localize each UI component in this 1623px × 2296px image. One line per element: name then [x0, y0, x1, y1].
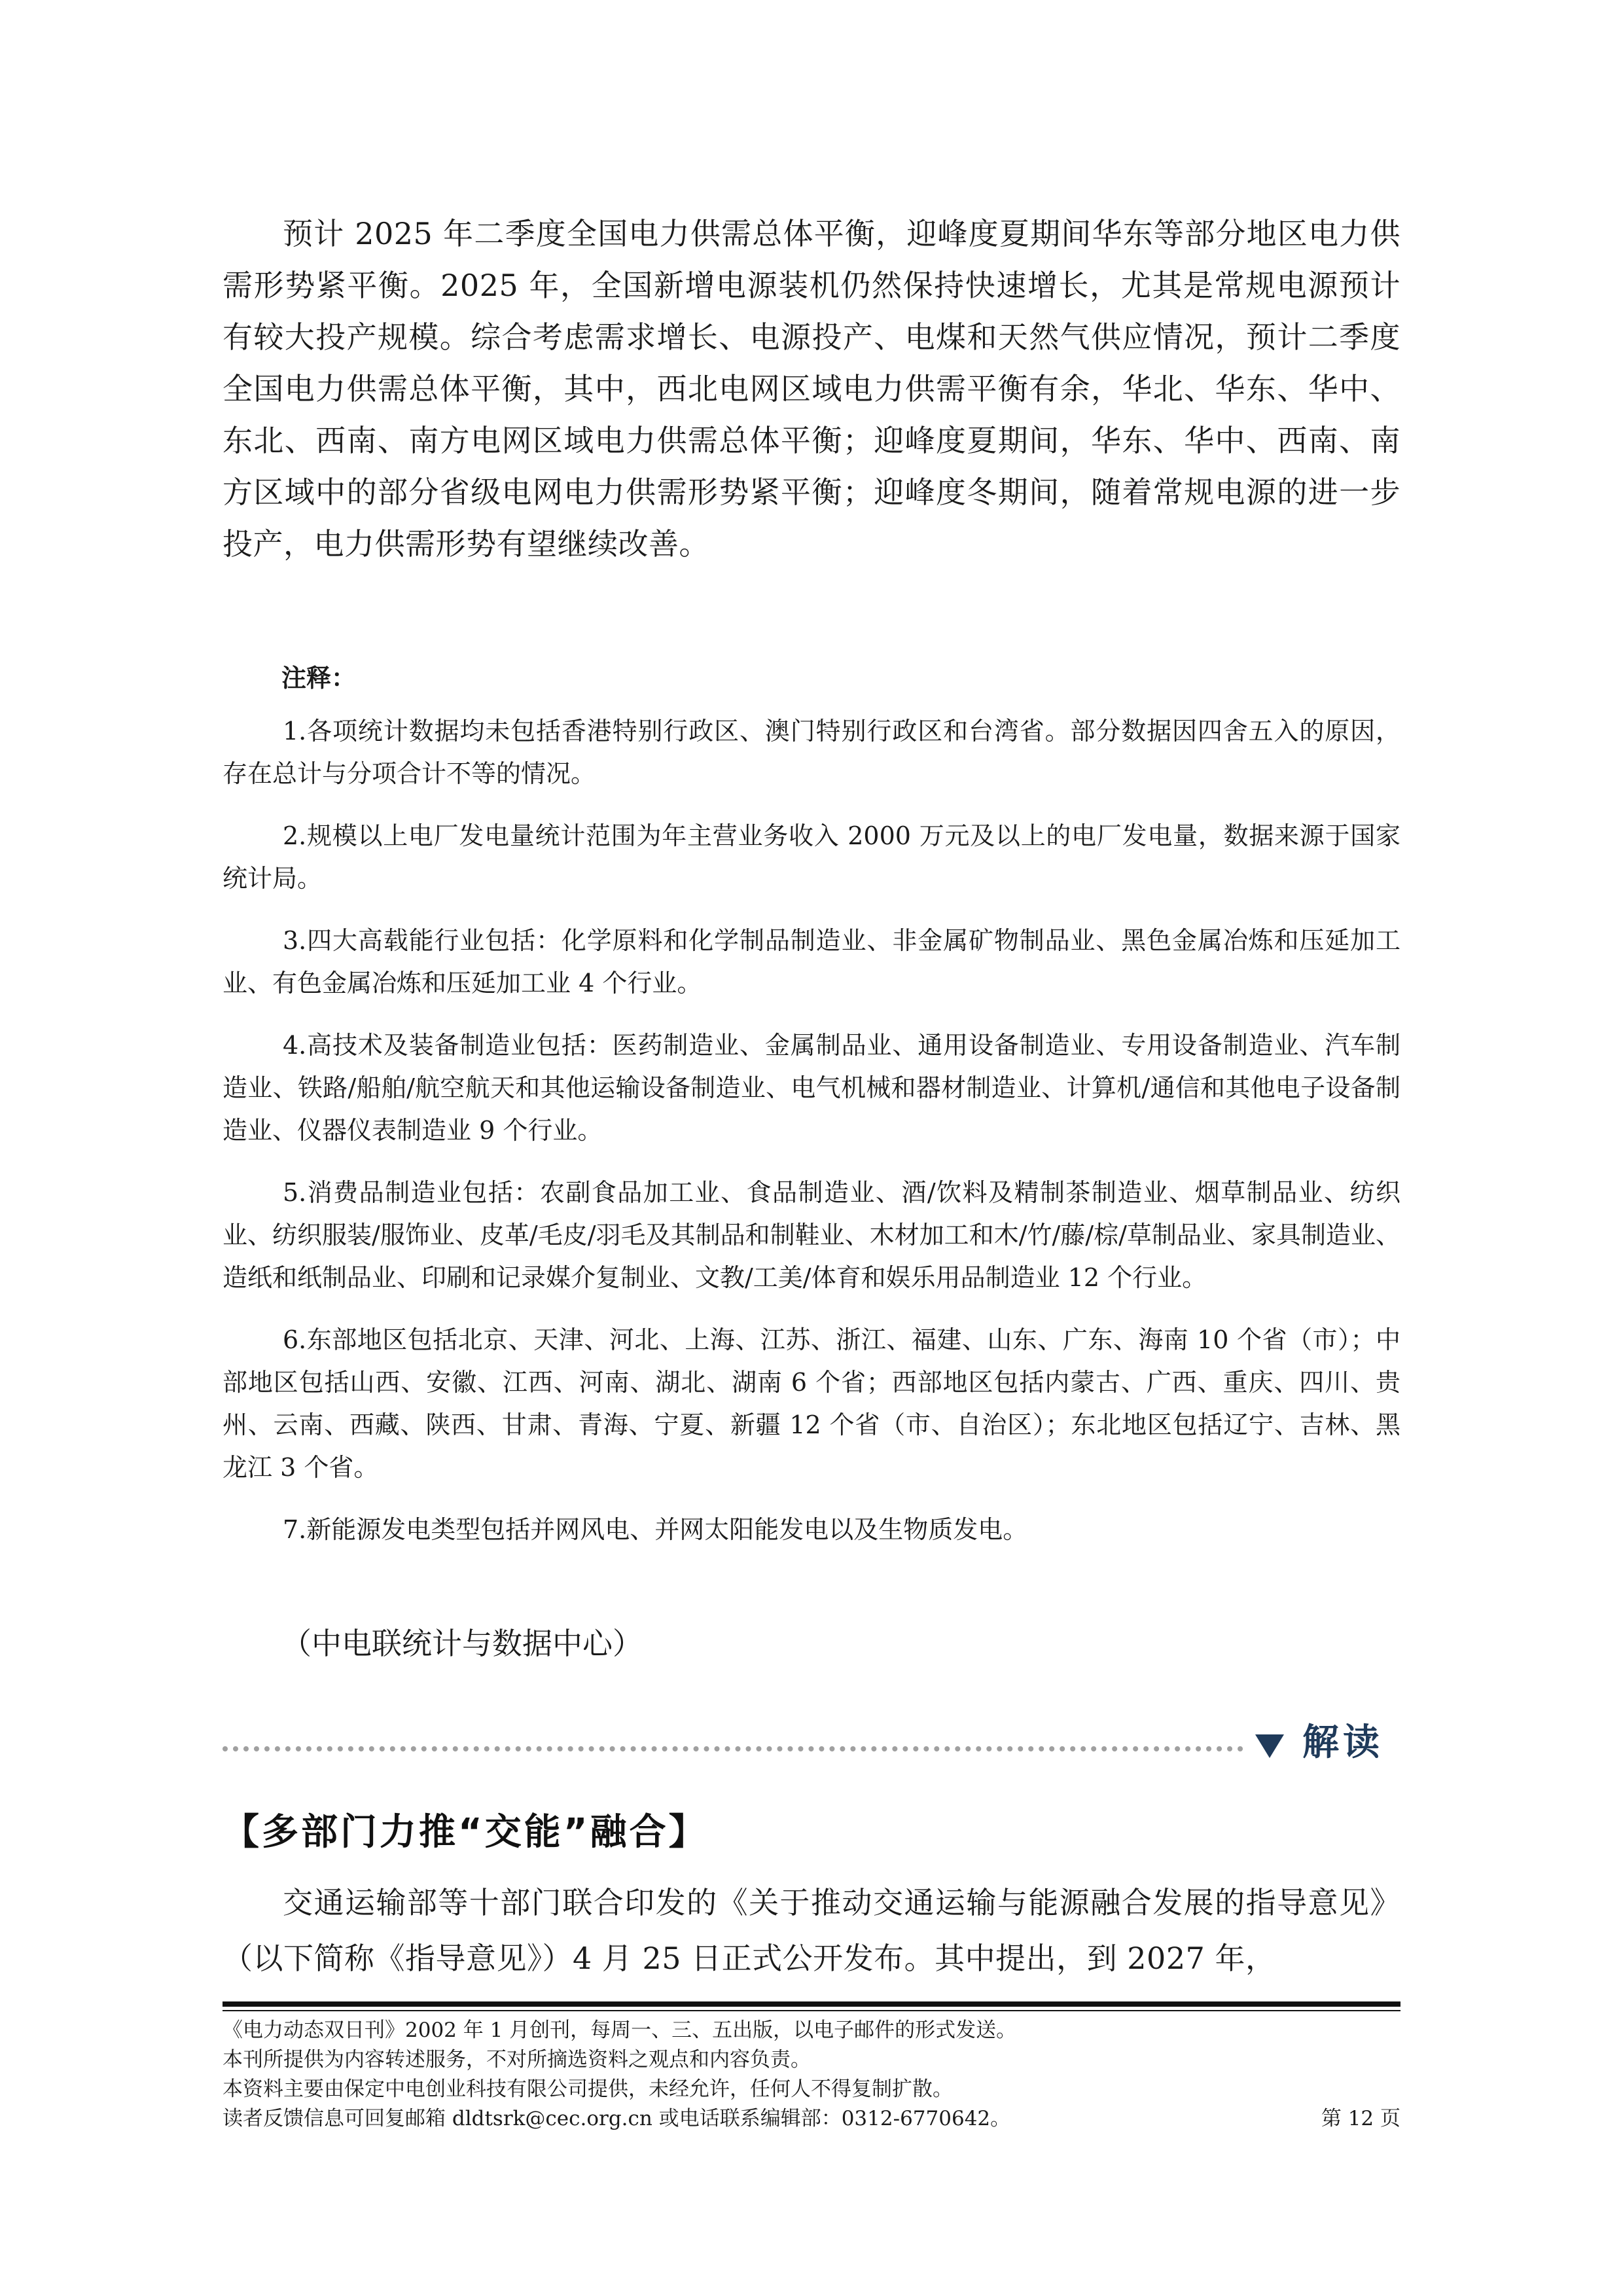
forecast-paragraph: 预计 2025 年二季度全国电力供需总体平衡，迎峰度夏期间华东等部分地区电力供需形势紧平衡。2025 年，全国新增电源装机仍然保持快速增长，尤其是常规电源预计有较大投产规模。综合考虑需求增长、电源投产、电煤和天然气供应情况，预计二季度全国电力供需总体平衡，其中，西北电网区域电力供需平衡有余，华北、华东、华中、东北、西南、南方电网区域电力供需总体平衡；迎峰度夏期间，华东、华中、西南、南方区域中的部分省级电网电力供需形势紧平衡；迎峰度冬期间，随着常规电源的进一步投产，电力供需形势有望继续改善。 — [223, 216, 1400, 562]
note-item: 5.消费品制造业包括：农副食品加工业、食品制造业、酒/饮料及精制茶制造业、烟草制品业、纺织业、纺织服装/服饰业、皮革/毛皮/羽毛及其制品和制鞋业、木材加工和木/竹/藤/棕/草制品业、家具制造业、造纸和纸制品业、印刷和记录媒介复制业、文教/工美/体育和娱乐用品制造业 12 个行业。 — [223, 1178, 1400, 1292]
article-title: 【多部门力推“交能”融合】 — [223, 1811, 708, 1854]
note-item: 3.四大高载能行业包括：化学原料和化学制品制造业、非金属矿物制品业、黑色金属冶炼和压延加工业、有色金属冶炼和压延加工业 4 个行业。 — [223, 926, 1400, 997]
notes-title: 注释： — [281, 664, 357, 692]
article-paragraph: 交通运输部等十部门联合印发的《关于推动交通运输与能源融合发展的指导意见》（以下简称《指导意见》）4 月 25 日正式公开发布。其中提出，到 2027 年， — [223, 1885, 1400, 1976]
dotted-divider — [223, 1746, 1243, 1751]
note-item: 4.高技术及装备制造业包括：医药制造业、金属制品业、通用设备制造业、专用设备制造业、汽车制造业、铁路/船舶/航空航天和其他运输设备制造业、电气机械和器材制造业、计算机/通信和其他电子设备制造业、仪器仪表制造业 9 个行业。 — [223, 1031, 1400, 1145]
footer-contact-row — [223, 2104, 1400, 2134]
footer — [223, 2016, 1400, 2134]
note-item: 2.规模以上电厂发电量统计范围为年主营业务收入 2000 万元及以上的电厂发电量，数据来源于国家统计局。 — [223, 821, 1400, 893]
footer-line: 本资料主要由保定中电创业科技有限公司提供，未经允许，任何人不得复制扩散。 — [223, 2077, 953, 2101]
footer-rule-thick — [223, 2001, 1400, 2007]
page-number: 第 12 页 — [1321, 2107, 1400, 2130]
triangle-down-icon — [1255, 1734, 1284, 1758]
note-item: 7.新能源发电类型包括并网风电、并网太阳能发电以及生物质发电。 — [283, 1515, 1028, 1544]
interpretation-label: 解读 — [1302, 1721, 1383, 1764]
note-item: 1.各项统计数据均未包括香港特别行政区、澳门特别行政区和台湾省。部分数据因四舍五入的原因，存在总计与分项合计不等的情况。 — [223, 717, 1400, 788]
notes-list — [223, 710, 1400, 1571]
footer-line: 本刊所提供为内容转述服务，不对所摘选资料之观点和内容负责。 — [223, 2048, 811, 2072]
footer-rule-thin — [223, 2010, 1400, 2011]
footer-line: 《电力动态双日刊》2002 年 1 月创刊，每周一、三、五出版，以电子邮件的形式发送。 — [223, 2018, 1017, 2042]
footer-contact: 读者反馈信息可回复邮箱 dldtsrk@cec.org.cn 或电话联系编辑部：0312-6770642。 — [223, 2107, 1011, 2130]
note-item: 6.东部地区包括北京、天津、河北、上海、江苏、浙江、福建、山东、广东、海南 10 个省（市）；中部地区包括山西、安徽、江西、河南、湖北、湖南 6 个省；西部地区包括内蒙古、广西、重庆、四川、贵州、云南、西藏、陕西、甘肃、青海、宁夏、新疆 12 个省（市、自治区）；东北地区包括辽宁、吉林、黑龙江 3 个省。 — [223, 1325, 1400, 1482]
source-attribution: （中电联统计与数据中心） — [281, 1626, 643, 1661]
